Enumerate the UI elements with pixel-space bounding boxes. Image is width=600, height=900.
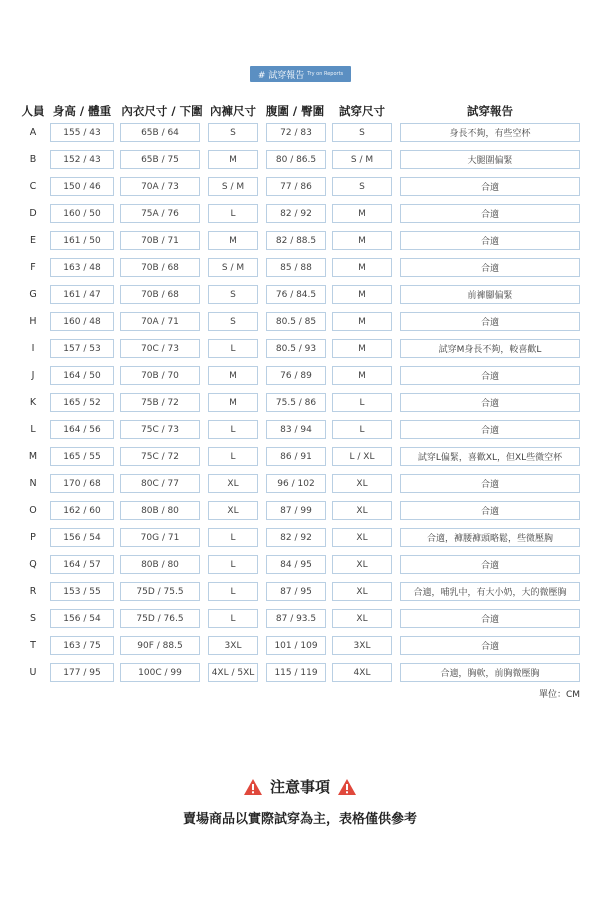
report-cell: 身長不夠，有些空杯 — [400, 123, 580, 142]
notice-heading — [0, 776, 600, 797]
waist-hip-cell: 86 / 91 — [266, 447, 326, 466]
table-row — [0, 150, 600, 177]
waist-hip-cell: 83 / 94 — [266, 420, 326, 439]
table-row — [0, 582, 600, 609]
try-size-cell: S — [332, 123, 392, 142]
bra-size-cell: 65B / 75 — [120, 150, 200, 169]
panty-size-cell: M — [208, 150, 258, 169]
try-size-cell: XL — [332, 609, 392, 628]
bra-size-cell: 70A / 73 — [120, 177, 200, 196]
try-size-cell: M — [332, 231, 392, 250]
height-weight-cell: 160 / 50 — [50, 204, 114, 223]
waist-hip-cell: 85 / 88 — [266, 258, 326, 277]
panty-size-cell: 4XL / 5XL — [208, 663, 258, 682]
try-size-cell: XL — [332, 555, 392, 574]
report-cell: 試穿L偏緊，喜歡XL，但XL些微空杯 — [400, 447, 580, 466]
waist-hip-cell: 72 / 83 — [266, 123, 326, 142]
person-cell: E — [18, 231, 48, 250]
panty-size-cell: S — [208, 312, 258, 331]
waist-hip-cell: 82 / 88.5 — [266, 231, 326, 250]
height-weight-cell: 164 / 50 — [50, 366, 114, 385]
person-cell: R — [18, 582, 48, 601]
header-bra-size: 內衣尺寸 / 下圍 — [121, 104, 203, 118]
waist-hip-cell: 80.5 / 93 — [266, 339, 326, 358]
try-size-cell: L — [332, 393, 392, 412]
bra-size-cell: 75D / 76.5 — [120, 609, 200, 628]
try-size-cell: M — [332, 204, 392, 223]
person-cell: N — [18, 474, 48, 493]
table-row — [0, 420, 600, 447]
table-row — [0, 312, 600, 339]
report-cell: 合適，胸軟，前胸微壓胸 — [400, 663, 580, 682]
table-row — [0, 231, 600, 258]
report-cell: 前褲腳偏緊 — [400, 285, 580, 304]
report-badge — [250, 66, 351, 82]
bra-size-cell: 75C / 72 — [120, 447, 200, 466]
table-row — [0, 366, 600, 393]
waist-hip-cell: 96 / 102 — [266, 474, 326, 493]
waist-hip-cell: 77 / 86 — [266, 177, 326, 196]
bra-size-cell: 75A / 76 — [120, 204, 200, 223]
panty-size-cell: L — [208, 447, 258, 466]
table-row — [0, 258, 600, 285]
try-size-cell: M — [332, 366, 392, 385]
height-weight-cell: 157 / 53 — [50, 339, 114, 358]
panty-size-cell: L — [208, 420, 258, 439]
report-cell: 合適 — [400, 366, 580, 385]
height-weight-cell: 161 / 47 — [50, 285, 114, 304]
panty-size-cell: S — [208, 285, 258, 304]
bra-size-cell: 65B / 64 — [120, 123, 200, 142]
bra-size-cell: 75D / 75.5 — [120, 582, 200, 601]
person-cell: M — [18, 447, 48, 466]
table-row — [0, 123, 600, 150]
table-row — [0, 501, 600, 528]
panty-size-cell: L — [208, 204, 258, 223]
table-row — [0, 447, 600, 474]
height-weight-cell: 165 / 55 — [50, 447, 114, 466]
bra-size-cell: 70B / 68 — [120, 258, 200, 277]
panty-size-cell: M — [208, 393, 258, 412]
unit-label: 單位：CM — [538, 690, 580, 700]
person-cell: O — [18, 501, 48, 520]
waist-hip-cell: 82 / 92 — [266, 528, 326, 547]
height-weight-cell: 155 / 43 — [50, 123, 114, 142]
header-waist-hip: 腹圍 / 臀圍 — [265, 104, 325, 118]
person-cell: B — [18, 150, 48, 169]
panty-size-cell: S / M — [208, 258, 258, 277]
height-weight-cell: 156 / 54 — [50, 528, 114, 547]
table-row — [0, 609, 600, 636]
try-size-cell: XL — [332, 582, 392, 601]
waist-hip-cell: 75.5 / 86 — [266, 393, 326, 412]
person-cell: G — [18, 285, 48, 304]
bra-size-cell: 100C / 99 — [120, 663, 200, 682]
table-row — [0, 177, 600, 204]
panty-size-cell: S — [208, 123, 258, 142]
report-cell: 大腿圍偏緊 — [400, 150, 580, 169]
try-size-cell: S / M — [332, 150, 392, 169]
try-size-cell: S — [332, 177, 392, 196]
try-size-cell: M — [332, 312, 392, 331]
try-size-cell: M — [332, 258, 392, 277]
height-weight-cell: 163 / 75 — [50, 636, 114, 655]
notice-body: 賣場商品以實際試穿為主，表格僅供參考 — [182, 812, 417, 827]
height-weight-cell: 150 / 46 — [50, 177, 114, 196]
panty-size-cell: 3XL — [208, 636, 258, 655]
report-cell: 合適，褲腰褲頭略鬆，些微壓胸 — [400, 528, 580, 547]
report-cell: 合適 — [400, 231, 580, 250]
person-cell: D — [18, 204, 48, 223]
person-cell: J — [18, 366, 48, 385]
try-size-cell: L / XL — [332, 447, 392, 466]
waist-hip-cell: 115 / 119 — [266, 663, 326, 682]
bra-size-cell: 80C / 77 — [120, 474, 200, 493]
bra-size-cell: 70B / 68 — [120, 285, 200, 304]
panty-size-cell: L — [208, 528, 258, 547]
report-table — [0, 123, 600, 690]
person-cell: U — [18, 663, 48, 682]
person-cell: P — [18, 528, 48, 547]
try-size-cell: 3XL — [332, 636, 392, 655]
person-cell: L — [18, 420, 48, 439]
panty-size-cell: XL — [208, 501, 258, 520]
badge-subtitle: Try on Reports — [307, 71, 344, 77]
person-cell: T — [18, 636, 48, 655]
report-cell: 合適 — [400, 420, 580, 439]
waist-hip-cell: 82 / 92 — [266, 204, 326, 223]
height-weight-cell: 162 / 60 — [50, 501, 114, 520]
person-cell: S — [18, 609, 48, 628]
report-cell: 合適 — [400, 555, 580, 574]
bra-size-cell: 70C / 73 — [120, 339, 200, 358]
height-weight-cell: 163 / 48 — [50, 258, 114, 277]
waist-hip-cell: 76 / 89 — [266, 366, 326, 385]
height-weight-cell: 164 / 56 — [50, 420, 114, 439]
person-cell: K — [18, 393, 48, 412]
try-size-cell: M — [332, 339, 392, 358]
height-weight-cell: 177 / 95 — [50, 663, 114, 682]
report-cell: 合適 — [400, 636, 580, 655]
waist-hip-cell: 87 / 95 — [266, 582, 326, 601]
person-cell: Q — [18, 555, 48, 574]
table-row — [0, 474, 600, 501]
person-cell: C — [18, 177, 48, 196]
bra-size-cell: 80B / 80 — [120, 555, 200, 574]
panty-size-cell: L — [208, 609, 258, 628]
report-cell: 試穿M身長不夠，較喜歡L — [400, 339, 580, 358]
person-cell: F — [18, 258, 48, 277]
panty-size-cell: M — [208, 366, 258, 385]
person-cell: I — [18, 339, 48, 358]
header-try-size: 試穿尺寸 — [339, 104, 385, 118]
warning-icon — [338, 779, 356, 795]
try-size-cell: 4XL — [332, 663, 392, 682]
bra-size-cell: 80B / 80 — [120, 501, 200, 520]
height-weight-cell: 161 / 50 — [50, 231, 114, 250]
try-size-cell: M — [332, 285, 392, 304]
height-weight-cell: 170 / 68 — [50, 474, 114, 493]
height-weight-cell: 152 / 43 — [50, 150, 114, 169]
header-person: 人員 — [21, 104, 45, 118]
waist-hip-cell: 87 / 93.5 — [266, 609, 326, 628]
table-row — [0, 393, 600, 420]
panty-size-cell: L — [208, 555, 258, 574]
bra-size-cell: 70A / 71 — [120, 312, 200, 331]
waist-hip-cell: 84 / 95 — [266, 555, 326, 574]
report-cell: 合適 — [400, 393, 580, 412]
try-size-cell: XL — [332, 501, 392, 520]
table-row — [0, 528, 600, 555]
try-size-cell: XL — [332, 474, 392, 493]
badge-title: # 試穿報告 — [257, 70, 305, 81]
panty-size-cell: M — [208, 231, 258, 250]
header-report: 試穿報告 — [467, 104, 513, 118]
report-cell: 合適 — [400, 204, 580, 223]
height-weight-cell: 160 / 48 — [50, 312, 114, 331]
bra-size-cell: 75B / 72 — [120, 393, 200, 412]
person-cell: H — [18, 312, 48, 331]
report-cell: 合適 — [400, 609, 580, 628]
report-cell: 合適 — [400, 501, 580, 520]
report-cell: 合適，哺乳中，有大小奶，大的微壓胸 — [400, 582, 580, 601]
bra-size-cell: 70G / 71 — [120, 528, 200, 547]
waist-hip-cell: 80 / 86.5 — [266, 150, 326, 169]
table-row — [0, 285, 600, 312]
try-size-cell: L — [332, 420, 392, 439]
warning-icon — [244, 779, 262, 795]
table-row — [0, 636, 600, 663]
bra-size-cell: 70B / 70 — [120, 366, 200, 385]
table-row — [0, 555, 600, 582]
report-cell: 合適 — [400, 258, 580, 277]
notice-title: 注意事項 — [269, 778, 330, 796]
try-size-cell: XL — [332, 528, 392, 547]
person-cell: A — [18, 123, 48, 142]
table-row — [0, 204, 600, 231]
report-cell: 合適 — [400, 312, 580, 331]
bra-size-cell: 70B / 71 — [120, 231, 200, 250]
header-panty-size: 內褲尺寸 — [210, 104, 256, 118]
header-height-weight: 身高 / 體重 — [52, 104, 112, 118]
panty-size-cell: XL — [208, 474, 258, 493]
waist-hip-cell: 87 / 99 — [266, 501, 326, 520]
height-weight-cell: 164 / 57 — [50, 555, 114, 574]
height-weight-cell: 153 / 55 — [50, 582, 114, 601]
report-cell: 合適 — [400, 177, 580, 196]
bra-size-cell: 90F / 88.5 — [120, 636, 200, 655]
panty-size-cell: S / M — [208, 177, 258, 196]
height-weight-cell: 156 / 54 — [50, 609, 114, 628]
report-cell: 合適 — [400, 474, 580, 493]
waist-hip-cell: 101 / 109 — [266, 636, 326, 655]
panty-size-cell: L — [208, 582, 258, 601]
waist-hip-cell: 80.5 / 85 — [266, 312, 326, 331]
panty-size-cell: L — [208, 339, 258, 358]
waist-hip-cell: 76 / 84.5 — [266, 285, 326, 304]
table-row — [0, 339, 600, 366]
height-weight-cell: 165 / 52 — [50, 393, 114, 412]
bra-size-cell: 75C / 73 — [120, 420, 200, 439]
table-row — [0, 663, 600, 690]
